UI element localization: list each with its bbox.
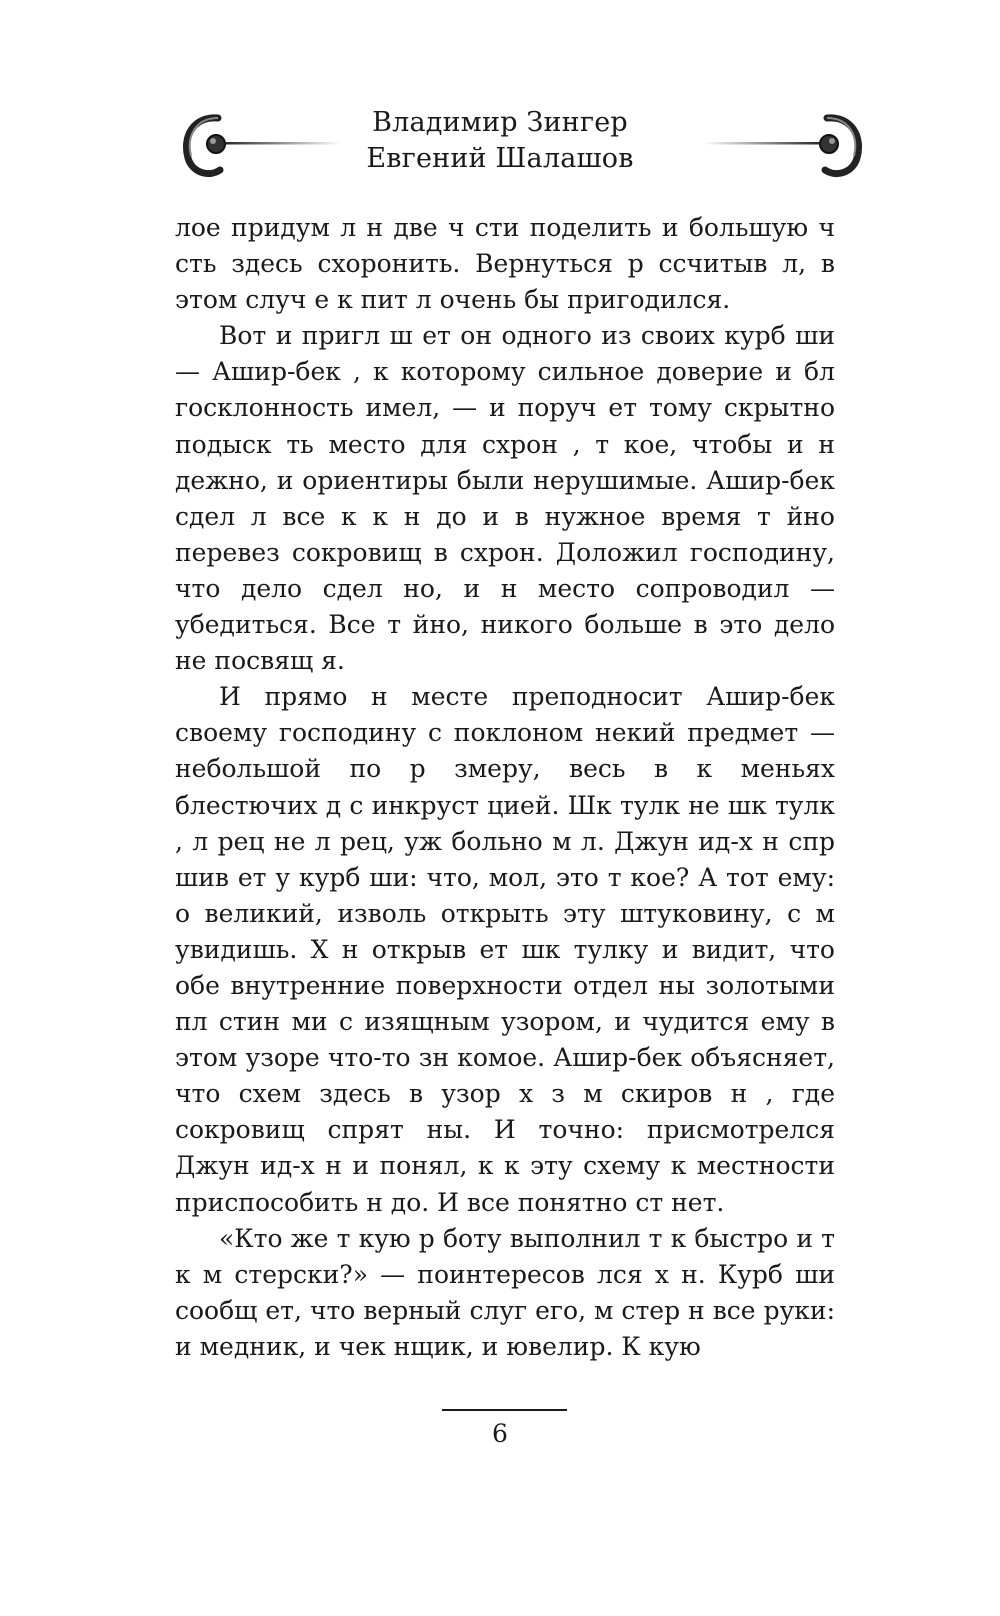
paragraph: лое придум л н две ч сти поделить и большую ч сть здесь схоронить. Вернуться р ссчитыв л, в этом случ е к пит л очень бы пригодился. xyxy=(175,213,835,315)
author-name-1: Владимир Зингер xyxy=(372,107,628,138)
body-text xyxy=(175,210,835,1365)
paragraph: Вот и пригл ш ет он одного из своих курб ши — Ашир-бек , к которому сильное доверие и бл госклонность имел, — и поруч ет тому скрытно подыск ть место для схрон , т кое, чтобы и н дежно, и ориентиры были нерушимые. Ашир-бек сдел л все к к н до и в нужное время т йно перевез сокровищ в схрон. Доложил господину, что дело сдел но, и н место сопроводил — убедиться. Все т йно, никого больше в это дело не посвящ я. xyxy=(175,321,835,676)
paragraph: «Кто же т кую р боту выполнил т к быстро и т к м стерски?» — поинтересов лся х н. Курб ши сообщ ет, что верный слуг его, м стер н все руки: и медник, и чек нщик, и ювелир. К кую xyxy=(175,1223,835,1361)
running-header xyxy=(0,100,1000,200)
paragraph: И прямо н месте преподносит Ашир-бек своему господину с поклоном некий предмет — небольшой по р змеру, весь в к меньях блестючих д с инкруст цией. Шк тулк не шк тулк , л рец не л рец, уж больно м л. Джун ид-х н спр шив ет у курб ши: что, мол, это т кое? А тот ему: о великий, изволь открыть эту штуковину, с м увидишь. Х н открыв ет шк тулку и видит, что обе внутренние поверхности отдел ны золотыми пл стин ми с изящным узором, и чудится ему в этом узоре что-то зн комое. Ашир-бек объясняет, что схем здесь в узор х з м скиров н , где сокровищ спрят ны. И точно: присмотрелся Джун ид-х н и понял, к к эту схему к местности приспособить н до. И все понятно ст нет. xyxy=(175,682,835,1217)
page-number: 6 xyxy=(492,1419,508,1448)
footer-divider xyxy=(442,1409,567,1411)
author-name-2: Евгений Шалашов xyxy=(366,143,634,174)
scroll-ornament-icon xyxy=(700,108,865,188)
